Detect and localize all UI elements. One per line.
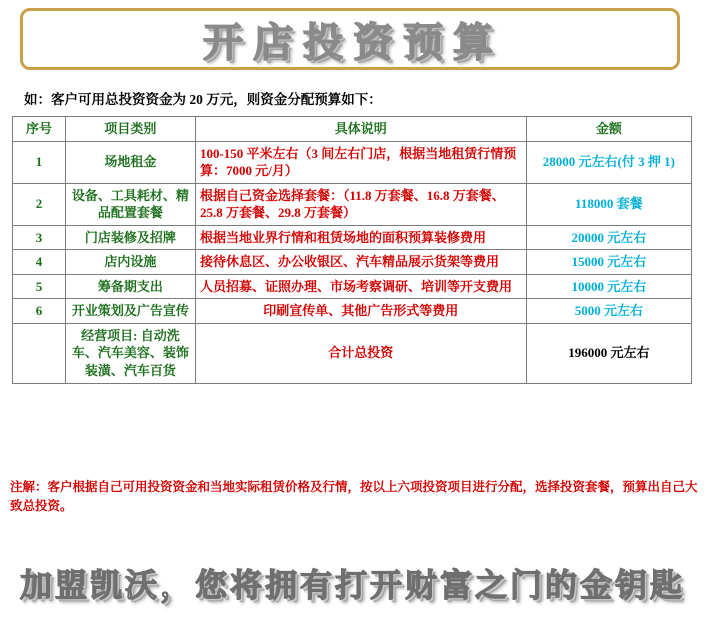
cell-description: 根据自己资金选择套餐：（11.8 万套餐、16.8 万套餐、25.8 万套餐、29.8 万套餐） bbox=[195, 183, 526, 225]
intro-text: 如：客户可用总投资资金为 20 万元，则资金分配预算如下： bbox=[24, 92, 382, 107]
table-row bbox=[13, 183, 692, 225]
cell-no: 6 bbox=[13, 299, 66, 324]
footer-slogan: 加盟凯沃，您将拥有打开财富之门的金钥匙 bbox=[19, 566, 685, 604]
cell-amount: 28000 元左右(付 3 押 1) bbox=[526, 141, 691, 183]
header-description: 具体说明 bbox=[195, 117, 526, 142]
cell-amount: 20000 元左右 bbox=[526, 225, 691, 250]
cell-category: 门店装修及招牌 bbox=[65, 225, 195, 250]
cell-amount: 118000 套餐 bbox=[526, 183, 691, 225]
cell-amount: 10000 元左右 bbox=[526, 274, 691, 299]
table-row bbox=[13, 141, 692, 183]
page-title: 开店投资预算 bbox=[203, 18, 503, 66]
cell-category: 设备、工具耗材、精品配置套餐 bbox=[65, 183, 195, 225]
cell-no: 2 bbox=[13, 183, 66, 225]
cell-total-label: 合计总投资 bbox=[195, 323, 526, 383]
cell-no: 3 bbox=[13, 225, 66, 250]
cell-category: 场地租金 bbox=[65, 141, 195, 183]
cell-description: 接待休息区、办公收银区、汽车精品展示货架等费用 bbox=[195, 250, 526, 275]
cell-category: 筹备期支出 bbox=[65, 274, 195, 299]
header-no: 序号 bbox=[13, 117, 66, 142]
header-category: 项目类别 bbox=[65, 117, 195, 142]
cell-business-items: 经营项目: 自动洗车、汽车美容、装饰装潢、汽车百货 bbox=[65, 323, 195, 383]
table-row bbox=[13, 250, 692, 275]
table-row bbox=[13, 274, 692, 299]
cell-category: 开业策划及广告宣传 bbox=[65, 299, 195, 324]
note-text: 注解：客户根据自己可用投资资金和当地实际租赁价格及行情，按以上六项投资项目进行分配，选择投资套餐，预算出自己大致总投资。 bbox=[10, 480, 698, 514]
cell-description: 100-150 平米左右（3 间左右门店，根据当地租赁行情预算：7000 元/月） bbox=[195, 141, 526, 183]
table-header-row bbox=[13, 117, 692, 142]
cell-description: 印刷宣传单、其他广告形式等费用 bbox=[195, 299, 526, 324]
cell-no: 1 bbox=[13, 141, 66, 183]
header-amount: 金额 bbox=[526, 117, 691, 142]
cell-description: 根据当地业界行情和租赁场地的面积预算装修费用 bbox=[195, 225, 526, 250]
cell-amount: 5000 元左右 bbox=[526, 299, 691, 324]
cell-no bbox=[13, 323, 66, 383]
cell-amount: 15000 元左右 bbox=[526, 250, 691, 275]
cell-category: 店内设施 bbox=[65, 250, 195, 275]
cell-description: 人员招募、证照办理、市场考察调研、培训等开支费用 bbox=[195, 274, 526, 299]
table-row bbox=[13, 225, 692, 250]
title-banner bbox=[20, 8, 680, 70]
cell-no: 5 bbox=[13, 274, 66, 299]
cell-no: 4 bbox=[13, 250, 66, 275]
table-total-row bbox=[13, 323, 692, 383]
budget-table bbox=[12, 116, 692, 384]
table-row bbox=[13, 299, 692, 324]
cell-total-amount: 196000 元左右 bbox=[526, 323, 691, 383]
